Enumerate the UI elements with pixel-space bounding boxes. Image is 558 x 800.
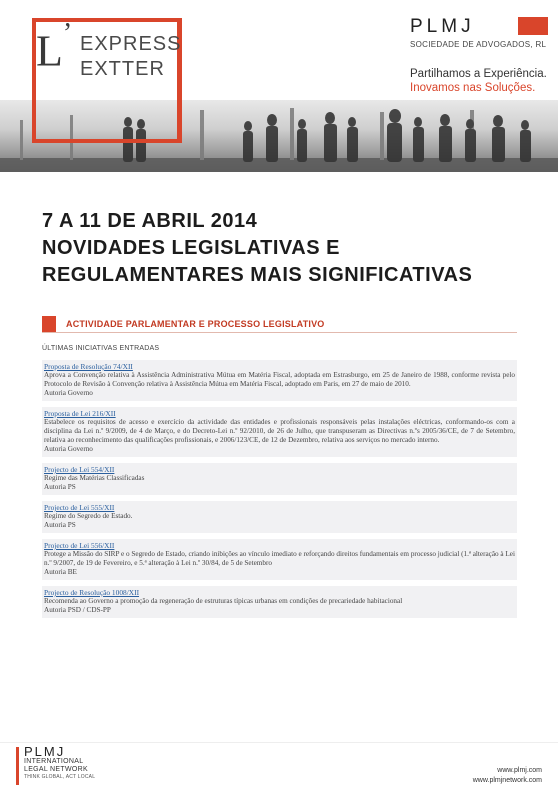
list-item <box>42 501 517 533</box>
initiative-author: Autoria BE <box>44 568 77 576</box>
list-item <box>42 586 517 618</box>
firm-subtitle: SOCIEDADE DE ADVOGADOS, RL <box>410 40 547 49</box>
initiative-link[interactable]: Proposta de Lei 216/XII <box>44 409 116 418</box>
initiative-link[interactable]: Projecto de Lei 556/XII <box>44 541 115 550</box>
title-line-date: 7 A 11 DE ABRIL 2014 <box>42 210 258 232</box>
initiatives-list <box>42 360 517 624</box>
express-logo-word-exxter: EXTTER <box>80 58 165 80</box>
list-item <box>42 463 517 495</box>
header <box>0 0 558 172</box>
title-line-2: NOVIDADES LEGISLATIVAS E <box>42 237 340 259</box>
section-divider <box>42 332 517 333</box>
footer-url-network[interactable]: www.plmjnetwork.com <box>472 777 542 784</box>
firm-logo-red-block <box>518 17 548 35</box>
initiative-description: Estabelece os requisitos de acesso e exercício da actividade das entidades e profissionais responsáveis pelas instalações eléctricas, conformando-os com a disciplina da Lei n.º 9/2009, de 4 de Março, e do Decreto-Lei n.º 92/2010, de 26 de Julho, que transpuseram as Directivas n.ºs 2005/36/CE, de 7 de Setembro, relativa ao reconhecimento das qualificações profissionais, e 2006/123/CE, de 12 de Dezembro, relativa aos serviços no mercado interno. <box>44 418 515 444</box>
initiative-author: Autoria PSD / CDS-PP <box>44 606 111 614</box>
list-item <box>42 360 517 401</box>
tagline-line1: Partilhamos a Experiência. <box>410 68 547 80</box>
subsection-title: ÚLTIMAS INICIATIVAS ENTRADAS <box>42 345 160 352</box>
initiative-link[interactable]: Projecto de Lei 555/XII <box>44 503 115 512</box>
initiative-author: Autoria Governo <box>44 445 93 453</box>
footer-logo-tagline: THINK GLOBAL, ACT LOCAL <box>24 774 96 780</box>
section-header <box>42 316 325 332</box>
footer-url-plmj[interactable]: www.plmj.com <box>497 767 542 774</box>
initiative-description: Protege a Missão do SIRP e o Segredo de Estado, criando inibições ao vínculo imediato e reforçando direitos fundamentais em processo judicial (1.ª alteração à Lei n.º 9/2007, de 19 de Fevereiro, e 5.ª alteração à Lei n.º 30/84, de 5 de Setembro <box>44 550 515 567</box>
footer-logo-line2: LEGAL NETWORK <box>24 766 88 773</box>
tagline-line2: Inovamos nas Soluções. <box>410 82 536 94</box>
footer-divider <box>0 742 558 743</box>
list-item <box>42 407 517 457</box>
initiative-description: Aprova a Convenção relativa à Assistência Administrativa Mútua em Matéria Fiscal, adoptada em Estrasburgo, em 25 de Janeiro de 1988, conforme revista pelo Protocolo de Revisão à Convenção relativa à Assistência Mútua em Matéria Fiscal, adoptado em Paris, em 27 de maio de 2010. <box>44 371 515 388</box>
footer-logo-line1: INTERNATIONAL <box>24 758 84 765</box>
footer-urls <box>473 766 542 786</box>
initiative-author: Autoria PS <box>44 521 76 529</box>
initiative-description: Recomenda ao Governo a promoção da regeneração de estruturas típicas urbanas em condições de precariedade habitacional <box>44 597 403 605</box>
initiative-author: Autoria PS <box>44 483 76 491</box>
section-title: ACTIVIDADE PARLAMENTAR E PROCESSO LEGISLATIVO <box>66 319 325 329</box>
initiative-link[interactable]: Projecto de Lei 554/XII <box>44 465 115 474</box>
initiative-link[interactable]: Projecto de Resolução 1008/XII <box>44 588 140 597</box>
firm-logo-name: PLMJ <box>410 16 475 37</box>
footer-logo-name: PLMJ <box>24 744 66 759</box>
page-title <box>42 208 472 289</box>
title-line-3: REGULAMENTARES MAIS SIGNIFICATIVAS <box>42 264 473 286</box>
footer-logo <box>16 745 95 781</box>
initiative-description: Regime das Matérias Classificadas <box>44 474 145 482</box>
initiative-link[interactable]: Proposta de Resolução 74/XII <box>44 362 133 371</box>
footer-logo-red-bar <box>16 747 19 785</box>
section-marker-square <box>42 316 56 332</box>
initiative-author: Autoria Governo <box>44 389 93 397</box>
express-logo-word-express: EXPRESS <box>80 33 182 55</box>
initiative-description: Regime do Segredo de Estado. <box>44 512 133 520</box>
list-item <box>42 539 517 580</box>
express-logo-letter: L’ <box>36 18 73 76</box>
